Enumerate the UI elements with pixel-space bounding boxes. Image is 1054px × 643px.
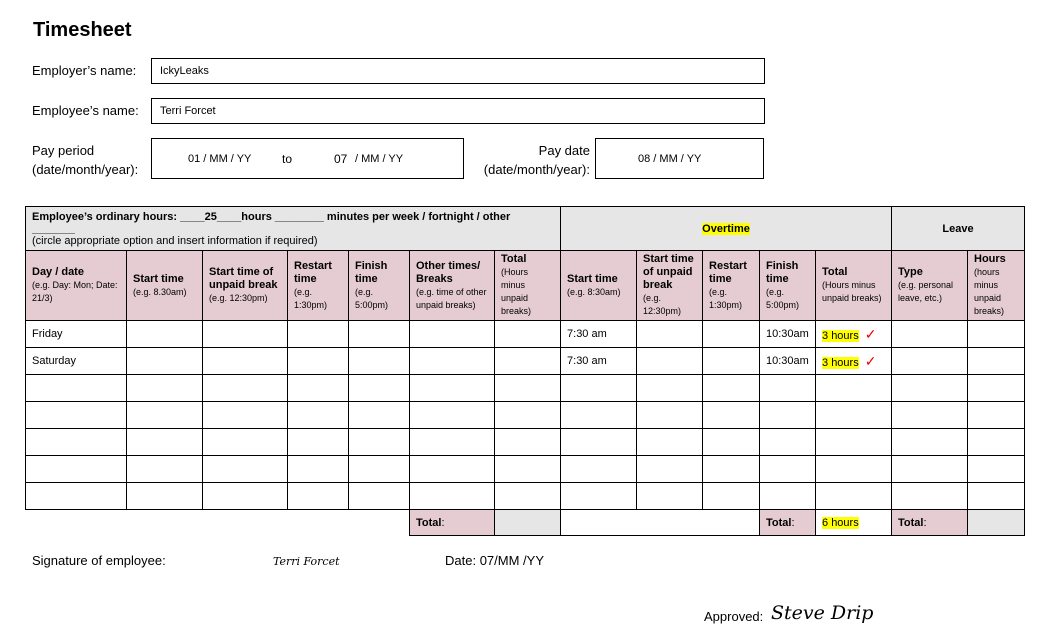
table-cell[interactable] xyxy=(410,456,495,483)
column-hint: (e.g. time of other unpaid breaks) xyxy=(416,286,487,310)
table-cell[interactable] xyxy=(288,483,349,510)
table-cell[interactable] xyxy=(703,456,760,483)
page-title: Timesheet xyxy=(33,19,132,41)
table-cell[interactable] xyxy=(127,402,203,429)
table-cell[interactable] xyxy=(968,375,1025,402)
column-hint: (Hours minus unpaid breaks) xyxy=(822,280,882,303)
table-row xyxy=(26,429,1025,456)
table-cell[interactable] xyxy=(127,375,203,402)
table-cell[interactable] xyxy=(703,429,760,456)
leave-total-cell[interactable] xyxy=(968,510,1025,536)
table-cell[interactable] xyxy=(203,348,288,375)
table-cell[interactable] xyxy=(703,348,760,375)
leave-header-label: Leave xyxy=(942,222,974,235)
column-header xyxy=(495,251,561,321)
table-cell[interactable] xyxy=(26,483,127,510)
column-title: Start time of unpaid break xyxy=(643,253,694,291)
row-ot-total: 3 hours xyxy=(822,356,859,369)
table-cell[interactable] xyxy=(760,402,816,429)
table-cell[interactable] xyxy=(495,429,561,456)
row-ot-total: 3 hours xyxy=(822,329,859,342)
table-cell[interactable] xyxy=(410,321,495,348)
column-title: Start time xyxy=(133,272,184,285)
column-hint: (e.g. 12:30pm) xyxy=(209,293,268,303)
column-hint: (e.g. personal leave, etc.) xyxy=(898,280,954,303)
column-header xyxy=(410,251,495,321)
table-cell[interactable] xyxy=(816,321,892,348)
table-cell[interactable] xyxy=(26,429,127,456)
table-cell[interactable] xyxy=(816,375,892,402)
table-cell[interactable] xyxy=(760,429,816,456)
column-title: Start time xyxy=(567,272,618,285)
overtime-header-label: Overtime xyxy=(702,222,750,235)
table-cell[interactable] xyxy=(410,348,495,375)
table-cell[interactable] xyxy=(495,348,561,375)
column-header xyxy=(203,251,288,321)
employee-value: Terri Forcet xyxy=(160,105,216,117)
table-cell[interactable] xyxy=(349,456,410,483)
table-cell[interactable] xyxy=(892,321,968,348)
column-title: Hours xyxy=(974,253,1006,265)
table-cell[interactable] xyxy=(816,402,892,429)
table-cell[interactable] xyxy=(561,348,637,375)
ordinary-hours-line2: (circle appropriate option and insert information if required) xyxy=(32,234,318,247)
table-cell[interactable] xyxy=(127,456,203,483)
table-cell[interactable] xyxy=(816,483,892,510)
table-cell[interactable] xyxy=(637,456,703,483)
table-cell[interactable] xyxy=(288,321,349,348)
table-cell[interactable] xyxy=(968,456,1025,483)
table-cell[interactable] xyxy=(127,321,203,348)
pay-period-label-line2: (date/month/year): xyxy=(32,162,139,177)
date-label: Date: xyxy=(445,553,477,568)
pay-date-label-line2: (date/month/year): xyxy=(483,162,590,177)
column-header xyxy=(968,251,1025,321)
pay-date-value: 08 / MM / YY xyxy=(638,152,702,165)
table-cell[interactable] xyxy=(203,402,288,429)
column-header xyxy=(760,251,816,321)
table-cell[interactable] xyxy=(816,348,892,375)
pay-period-label-line1: Pay period xyxy=(32,143,95,158)
pay-date-field[interactable] xyxy=(595,138,764,179)
table-cell[interactable] xyxy=(760,375,816,402)
table-cell[interactable] xyxy=(760,456,816,483)
table-cell[interactable] xyxy=(760,483,816,510)
column-header xyxy=(561,251,637,321)
column-header xyxy=(637,251,703,321)
column-title: Restart time xyxy=(294,259,332,285)
row-ot-finish: 10:30am xyxy=(766,328,809,340)
table-cell[interactable] xyxy=(760,348,816,375)
column-title: Total xyxy=(822,266,848,278)
table-cell[interactable] xyxy=(288,375,349,402)
table-row xyxy=(26,348,1025,375)
table-row xyxy=(26,456,1025,483)
table-cell[interactable] xyxy=(968,429,1025,456)
column-header xyxy=(288,251,349,321)
column-hint: (e.g. 1:30pm) xyxy=(709,286,743,310)
ordinary-hours-line1: Employee’s ordinary hours: ____25____hours ________ minutes per week / fortnight / other _______ xyxy=(32,210,511,235)
table-cell[interactable] xyxy=(703,483,760,510)
table-cell[interactable] xyxy=(26,456,127,483)
column-hint: (Hours minus unpaid breaks) xyxy=(501,267,532,316)
table-cell[interactable] xyxy=(349,348,410,375)
table-cell[interactable] xyxy=(203,375,288,402)
table-cell[interactable] xyxy=(892,348,968,375)
column-title: Finish time xyxy=(766,259,799,285)
table-cell[interactable] xyxy=(410,483,495,510)
column-title: Total xyxy=(501,253,527,265)
approved-label: Approved: xyxy=(704,609,764,624)
table-cell[interactable] xyxy=(349,321,410,348)
table-cell[interactable] xyxy=(816,456,892,483)
column-header xyxy=(703,251,760,321)
table-cell[interactable] xyxy=(288,348,349,375)
table-cell[interactable] xyxy=(703,375,760,402)
date-value: 07/MM /YY xyxy=(479,553,544,568)
employer-field[interactable] xyxy=(151,58,765,84)
table-cell[interactable] xyxy=(127,483,203,510)
table-cell[interactable] xyxy=(561,375,637,402)
table-cell[interactable] xyxy=(561,483,637,510)
table-cell[interactable] xyxy=(968,483,1025,510)
table-cell[interactable] xyxy=(495,483,561,510)
column-header xyxy=(892,251,968,321)
pay-period-label xyxy=(32,141,138,179)
table-row xyxy=(26,402,1025,429)
column-title: Restart time xyxy=(709,259,747,285)
ordinary-total-label: Total: xyxy=(410,510,495,536)
timesheet-table xyxy=(25,206,1025,536)
table-cell[interactable] xyxy=(410,429,495,456)
column-header xyxy=(816,251,892,321)
table-cell[interactable] xyxy=(637,321,703,348)
overtime-header xyxy=(561,207,892,251)
overtime-total-value: 6 hours xyxy=(822,516,859,529)
totals-row xyxy=(26,510,1025,536)
timesheet-rows xyxy=(26,321,1025,510)
table-cell[interactable] xyxy=(127,348,203,375)
ordinary-total-cell[interactable] xyxy=(495,510,561,536)
row-ot-start: 7:30 am xyxy=(567,328,607,340)
pay-period-from: 01 / MM / YY xyxy=(188,152,252,165)
table-cell[interactable] xyxy=(495,375,561,402)
signature-label: Signature of employee: xyxy=(32,553,166,568)
table-cell[interactable] xyxy=(892,483,968,510)
employee-signature: Terri Forcet xyxy=(273,555,340,568)
row-day: Saturday xyxy=(32,355,77,367)
row-ot-start: 7:30 am xyxy=(567,355,607,367)
table-cell[interactable] xyxy=(637,402,703,429)
column-header xyxy=(349,251,410,321)
pay-date-label-line1: Pay date xyxy=(538,143,590,158)
column-header xyxy=(127,251,203,321)
table-cell[interactable] xyxy=(892,456,968,483)
table-cell[interactable] xyxy=(892,429,968,456)
table-cell[interactable] xyxy=(349,483,410,510)
column-title: Type xyxy=(898,266,923,278)
table-cell[interactable] xyxy=(968,402,1025,429)
table-cell[interactable] xyxy=(410,375,495,402)
column-title: Day / date xyxy=(32,266,84,278)
table-cell[interactable] xyxy=(349,402,410,429)
table-cell[interactable] xyxy=(288,429,349,456)
table-cell[interactable] xyxy=(203,456,288,483)
column-hint: (e.g. Day: Mon; Date: 21/3) xyxy=(32,280,118,303)
table-cell[interactable] xyxy=(495,456,561,483)
table-cell[interactable] xyxy=(26,321,127,348)
table-cell[interactable] xyxy=(349,429,410,456)
column-hint: (hours minus unpaid breaks) xyxy=(974,267,1005,316)
table-cell[interactable] xyxy=(349,375,410,402)
table-cell[interactable] xyxy=(561,321,637,348)
leave-total-label: Total: xyxy=(892,510,968,536)
table-cell[interactable] xyxy=(127,429,203,456)
pay-period-to-word: to xyxy=(282,151,293,166)
column-hint: (e.g. 8.30am) xyxy=(133,286,187,297)
table-cell[interactable] xyxy=(637,348,703,375)
leave-header xyxy=(892,207,1025,251)
column-title: Start time of unpaid break xyxy=(209,266,278,291)
table-cell[interactable] xyxy=(26,348,127,375)
table-cell[interactable] xyxy=(968,348,1025,375)
table-cell[interactable] xyxy=(637,483,703,510)
employer-label: Employer’s name: xyxy=(32,63,137,78)
column-headers xyxy=(26,251,1025,321)
table-cell[interactable] xyxy=(26,402,127,429)
ordinary-hours-header xyxy=(26,207,561,251)
check-icon: ✓ xyxy=(864,352,877,369)
table-cell[interactable] xyxy=(561,429,637,456)
table-cell[interactable] xyxy=(495,402,561,429)
table-cell[interactable] xyxy=(760,321,816,348)
table-cell[interactable] xyxy=(410,402,495,429)
row-day: Friday xyxy=(32,328,63,340)
column-hint: (e.g. 5:00pm) xyxy=(766,286,800,310)
table-cell[interactable] xyxy=(561,402,637,429)
table-cell[interactable] xyxy=(637,375,703,402)
overtime-total-cell[interactable] xyxy=(816,510,892,536)
approved-signature: Steve Drip xyxy=(771,602,874,624)
column-title: Other times/ Breaks xyxy=(416,259,481,285)
employee-label: Employee’s name: xyxy=(32,103,139,118)
table-cell[interactable] xyxy=(703,402,760,429)
pay-period-field[interactable] xyxy=(151,138,464,179)
column-hint: (e.g. 12:30pm) xyxy=(643,293,682,316)
table-cell[interactable] xyxy=(495,321,561,348)
employer-value: IckyLeaks xyxy=(160,65,209,77)
overtime-total-label: Total: xyxy=(760,510,816,536)
table-cell[interactable] xyxy=(203,321,288,348)
table-cell[interactable] xyxy=(637,429,703,456)
table-cell[interactable] xyxy=(968,321,1025,348)
check-icon: ✓ xyxy=(864,325,877,342)
row-ot-finish: 10:30am xyxy=(766,355,809,367)
table-cell[interactable] xyxy=(203,429,288,456)
column-title: Finish time xyxy=(355,259,388,285)
table-cell[interactable] xyxy=(816,429,892,456)
column-hint: (e.g. 8:30am) xyxy=(567,286,621,297)
employee-field[interactable] xyxy=(151,98,765,124)
pay-period-to-day: 07 xyxy=(334,151,348,166)
table-cell[interactable] xyxy=(288,402,349,429)
table-row xyxy=(26,375,1025,402)
table-row xyxy=(26,483,1025,510)
table-cell[interactable] xyxy=(703,321,760,348)
table-cell[interactable] xyxy=(26,375,127,402)
table-cell[interactable] xyxy=(892,375,968,402)
pay-period-to-rest: / MM / YY xyxy=(355,152,404,165)
table-cell[interactable] xyxy=(203,483,288,510)
pay-date-label xyxy=(480,141,590,179)
table-cell[interactable] xyxy=(561,456,637,483)
table-row xyxy=(26,321,1025,348)
column-header xyxy=(26,251,127,321)
column-hint: (e.g. 1:30pm) xyxy=(294,286,328,310)
table-cell[interactable] xyxy=(288,456,349,483)
table-cell[interactable] xyxy=(892,402,968,429)
column-hint: (e.g. 5:00pm) xyxy=(355,286,389,310)
overtime-total-blank xyxy=(561,510,760,536)
date-line xyxy=(445,551,544,570)
